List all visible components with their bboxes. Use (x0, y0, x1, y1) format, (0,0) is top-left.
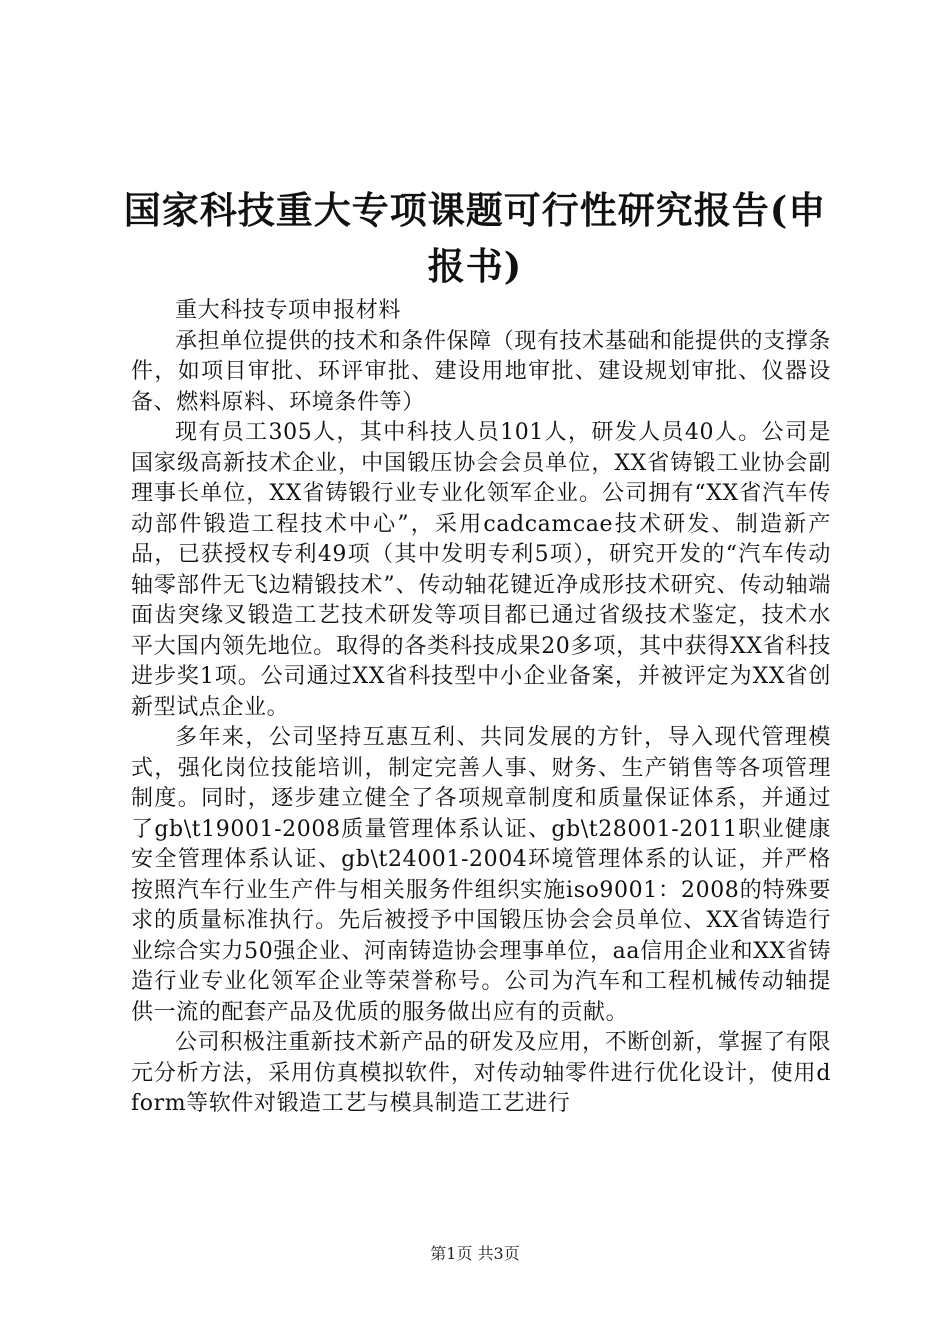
paragraph-heading: 重大科技专项申报材料 (175, 298, 402, 323)
paragraph: 公司积极注重新技术新产品的研发及应用，不断创新，掌握了有限元分析方法，采用仿真模拟软件，对传动轴零件进行优化设计，使用dform等软件对锻造工艺与模具制造工艺进行 (131, 1030, 831, 1116)
paragraph: 多年来，公司坚持互惠互利、共同发展的方针，导入现代管理模式，强化岗位技能培训，制定完善人事、财务、生产销售等各项管理制度。同时，逐步建立健全了各项规章制度和质量保证体系，并通过了gb\t19001-2008质量管理体系认证、gb\t28001-2011职业健康安全管理体系认证、gb\t24001-2004环境管理体系的认证，并严格按照汽车行业生产件与相关服务件组织实施iso9001：2008的特殊要求的质量标准执行。先后被授予中国锻压协会会员单位、XX省铸造行业综合实力50强企业、河南铸造协会理事单位，aa信用企业和XX省铸造行业专业化领军企业等荣誉称号。公司为汽车和工程机械传动轴提供一流的配套产品及优质的服务做出应有的贡献。 (131, 725, 831, 1025)
document-body (131, 296, 831, 1120)
paragraph: 现有员工305人，其中科技人员101人，研发人员40人。公司是国家级高新技术企业，中国锻压协会会员单位，XX省铸锻工业协会副理事长单位，XX省铸锻行业专业化领军企业。公司拥有“XX省汽车传动部件锻造工程技术中心”，采用cadcamcae技术研发、制造新产品，已获授权专利49项（其中发明专利5项），研究开发的“汽车传动轴零部件无飞边精锻技术”、传动轴花键近净成形技术研究、传动轴端面齿突缘叉锻造工艺技术研发等项目都已通过省级技术鉴定，技术水平大国内领先地位。取得的各类科技成果20多项，其中获得XX省科技进步奖1项。公司通过XX省科技型中小企业备案，并被评定为XX省创新型试点企业。 (131, 420, 831, 720)
page-number-footer: 第1页 共3页 (430, 1244, 520, 1263)
document-title: 国家科技重大专项课题可行性研究报告(申报书) (123, 188, 827, 288)
paragraph: 承担单位提供的技术和条件保障（现有技术基础和能提供的支撑条件，如项目审批、环评审批、建设用地审批、建设规划审批、仪器设备、燃料原料、环境条件等） (131, 328, 831, 415)
